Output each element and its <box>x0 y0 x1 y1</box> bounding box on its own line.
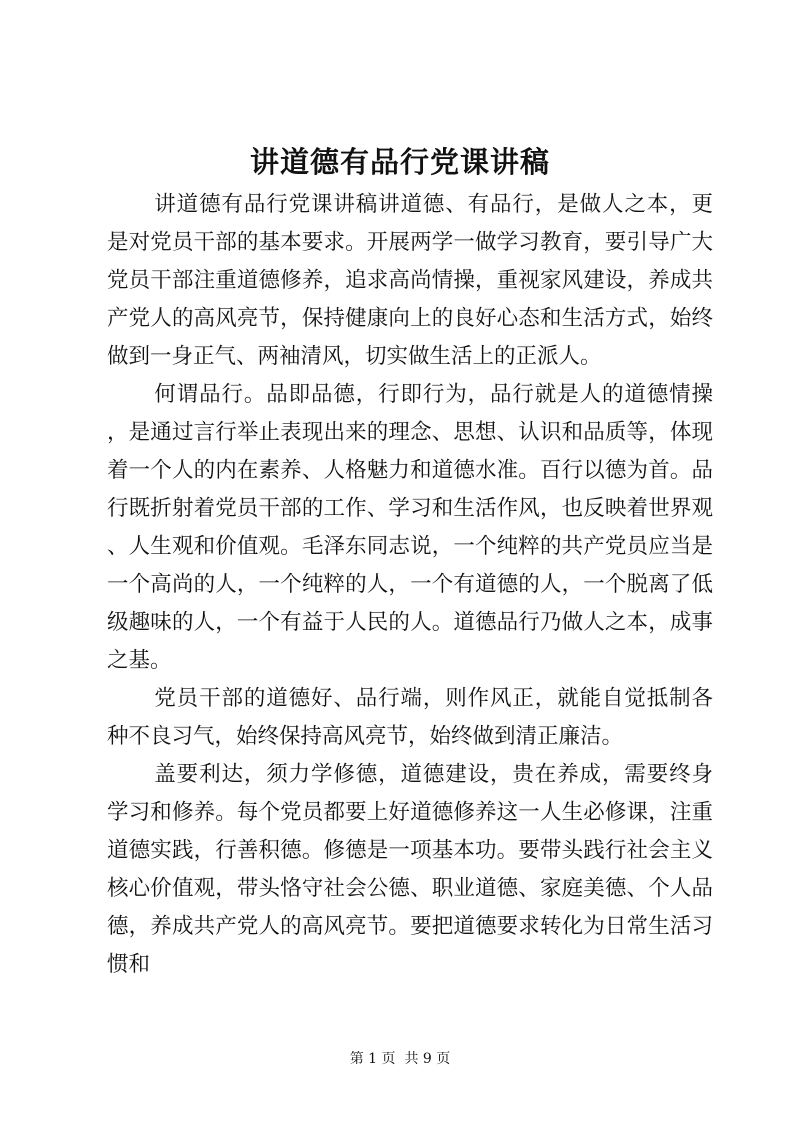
document-title: 讲道德有品行党课讲稿 <box>249 145 550 179</box>
page-number-label: 第 1 页 共 9 页 <box>349 1051 451 1067</box>
document-body <box>107 186 713 984</box>
paragraph-4: 盖要利达，须力学修德，道德建设，贵在养成，需要终身学习和修养。每个党员都要上好道德修养这一人生必修课，注重道德实践，行善积德。修德是一项基本功。要带头践行社会主义核心价值观，带头恪守社会公德、职业道德、家庭美德、个人品德，养成共产党人的高风亮节。要把道德要求转化为日常生活习惯和 <box>107 762 713 977</box>
paragraph-2: 何谓品行。品即品德，行即行为，品行就是人的道德情操，是通过言行举止表现出来的理念、思想、认识和品质等，体现着一个人的内在素养、人格魅力和道德水准。百行以德为首。品行既折射着党员干部的工作、学习和生活作风，也反映着世界观、人生观和价值观。毛泽东同志说，一个纯粹的共产党员应当是一个高尚的人，一个纯粹的人，一个有道德的人，一个脱离了低级趣味的人，一个有益于人民的人。道德品行乃做人之本，成事之基。 <box>107 382 713 673</box>
page-footer <box>0 1049 800 1069</box>
paragraph-1: 讲道德有品行党课讲稿讲道德、有品行，是做人之本，更是对党员干部的基本要求。开展两学一做学习教育，要引导广大党员干部注重道德修养，追求高尚情操，重视家风建设，养成共产党人的高风亮节，保持健康向上的良好心态和生活方式，始终做到一身正气、两袖清风，切实做生活上的正派人。 <box>107 192 713 369</box>
paragraph-3: 党员干部的道德好、品行端，则作风正，就能自觉抵制各种不良习气，始终保持高风亮节，始终做到清正廉洁。 <box>107 686 713 749</box>
